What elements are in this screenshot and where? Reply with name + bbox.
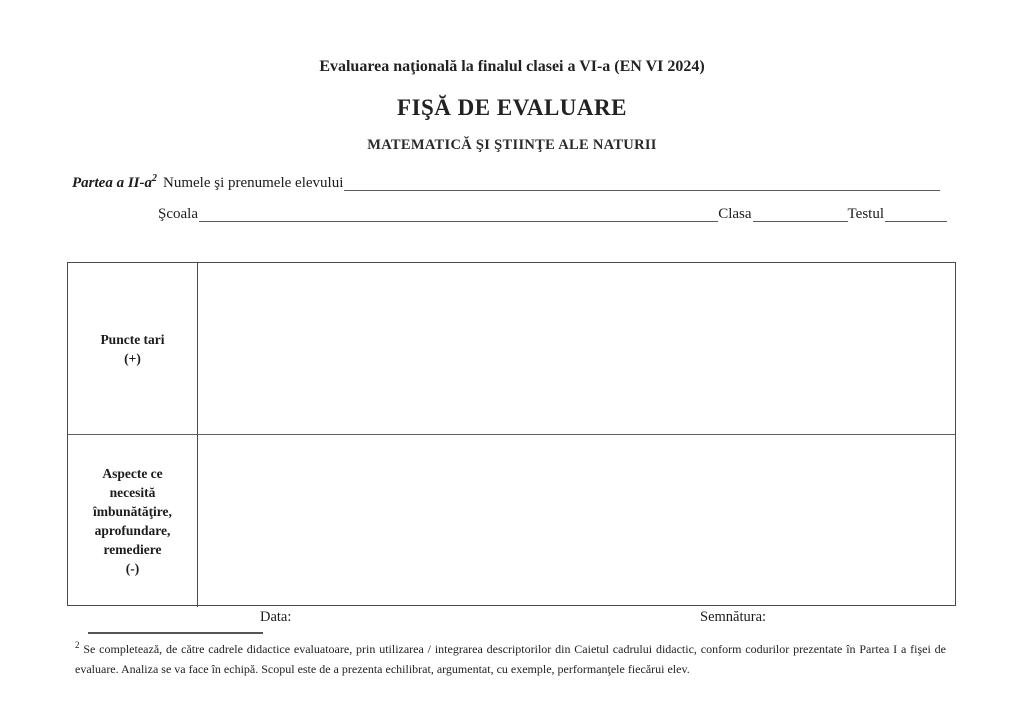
strong-points-label-line: Puncte tari — [100, 331, 165, 347]
improvement-label-line: necesită — [109, 485, 156, 500]
strong-points-label — [68, 263, 198, 435]
document-title: FIŞĂ DE EVALUARE — [397, 95, 627, 120]
subject-title: MATEMATICĂ ŞI ŞTIINŢE ALE NATURII — [367, 137, 657, 153]
improvement-label-line: îmbunătăţire, — [93, 504, 172, 519]
part-footnote-ref: 2 — [152, 173, 157, 184]
class-field — [753, 220, 848, 222]
test-label: Testul — [847, 206, 884, 222]
footnote-separator — [88, 632, 263, 634]
school-label: Şcoala — [158, 206, 198, 222]
part-label: Partea a $II-a^2$ — [72, 173, 157, 191]
footnote — [75, 640, 946, 679]
exam-session-title: Evaluarea naţională la finalul clasei a VI-a (EN VI 2024) — [319, 58, 705, 75]
signature-label: Semnătura: — [700, 609, 767, 625]
student-name-label: Numele şi prenumele elevului — [163, 175, 344, 191]
footnote-text: Se completează, de către cadrele didactice evaluatoare, prin utilizarea / integrarea descriptorilor din Caietul cadrului didactic, conform codurilor prezentate în Partea I a fişei de evaluare. Analiza se va face în echipă. Scopul este de a prezenta echilibrat, argumentat, cu exemple, performanţele fiecărui elev. — [75, 642, 947, 676]
strong-points-plus-sign: (+) — [124, 350, 141, 366]
date-label: Data: — [260, 609, 292, 625]
school-field — [199, 220, 718, 222]
student-name-field — [344, 189, 940, 191]
evaluation-table — [67, 262, 956, 606]
footnote-ref: 2 — [75, 640, 80, 650]
student-name-line — [72, 174, 940, 193]
class-label: Clasa — [718, 206, 752, 222]
improvement-aspects-label — [68, 435, 198, 607]
improvement-minus-sign: (-) — [125, 561, 140, 576]
improvement-label-line: aprofundare, — [94, 523, 171, 538]
school-class-test-line — [158, 205, 947, 224]
test-field — [885, 220, 947, 222]
improvement-label-line: remediere — [103, 542, 162, 557]
improvement-content-cell — [198, 435, 955, 607]
strong-points-content-cell — [198, 263, 955, 435]
improvement-label-line: Aspecte ce — [102, 466, 163, 481]
